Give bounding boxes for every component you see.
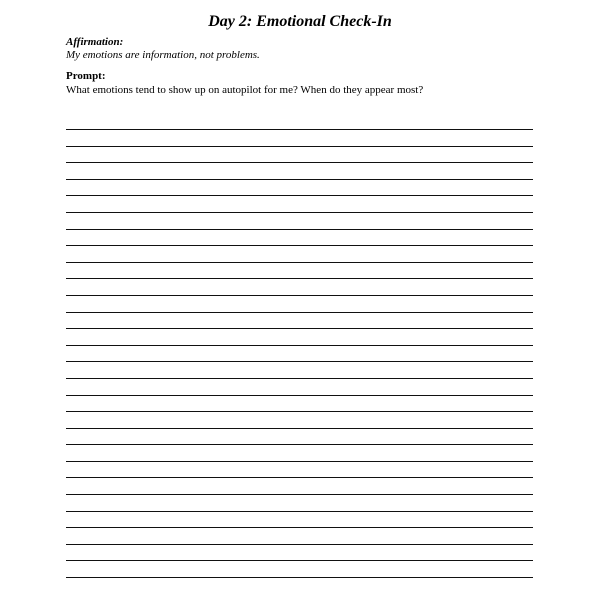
writing-line[interactable] <box>66 477 533 478</box>
writing-line[interactable] <box>66 312 533 313</box>
page-title: Day 2: Emotional Check-In <box>208 13 392 30</box>
writing-line[interactable] <box>66 295 533 296</box>
writing-line[interactable] <box>66 361 533 362</box>
writing-line[interactable] <box>66 511 533 512</box>
writing-line[interactable] <box>66 544 533 545</box>
writing-line[interactable] <box>66 328 533 329</box>
writing-line[interactable] <box>66 461 533 462</box>
writing-line[interactable] <box>66 245 533 246</box>
writing-line[interactable] <box>66 179 533 180</box>
writing-line[interactable] <box>66 162 533 163</box>
writing-line[interactable] <box>66 229 533 230</box>
writing-line[interactable] <box>66 560 533 561</box>
writing-line[interactable] <box>66 527 533 528</box>
writing-line[interactable] <box>66 146 533 147</box>
writing-line[interactable] <box>66 494 533 495</box>
writing-line[interactable] <box>66 278 533 279</box>
affirmation-text: My emotions are information, not problems. <box>66 49 260 61</box>
writing-line[interactable] <box>66 195 533 196</box>
writing-line[interactable] <box>66 411 533 412</box>
writing-line[interactable] <box>66 129 533 130</box>
writing-line[interactable] <box>66 577 533 578</box>
writing-line[interactable] <box>66 444 533 445</box>
writing-line[interactable] <box>66 262 533 263</box>
writing-line[interactable] <box>66 212 533 213</box>
writing-line[interactable] <box>66 345 533 346</box>
writing-line[interactable] <box>66 378 533 379</box>
prompt-label: Prompt: <box>66 70 106 82</box>
prompt-text: What emotions tend to show up on autopilot for me? When do they appear most? <box>66 84 424 96</box>
affirmation-label: Affirmation: <box>66 36 124 48</box>
writing-line[interactable] <box>66 428 533 429</box>
writing-line[interactable] <box>66 395 533 396</box>
